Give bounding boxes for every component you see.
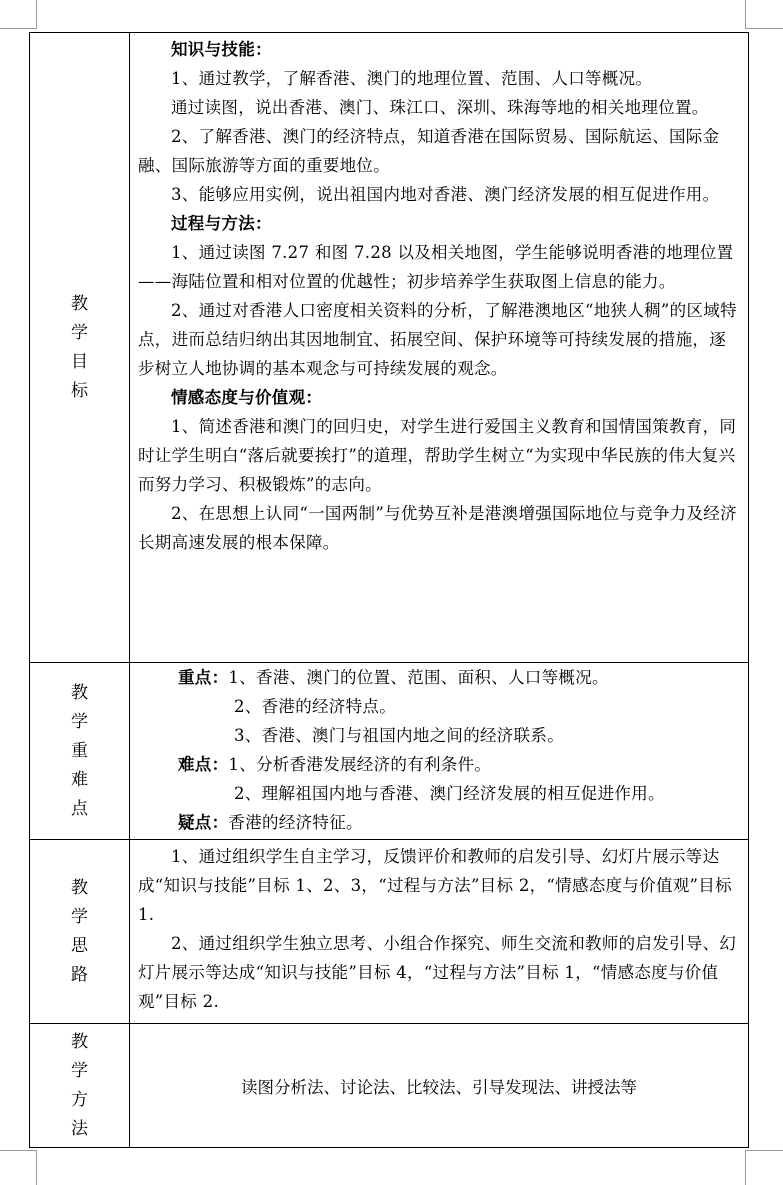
row-teaching-approach [30, 840, 749, 1024]
difficult-point-line: 难点：1、分析香港发展经济的有利条件。 [178, 755, 492, 774]
crop-mark [0, 28, 36, 29]
row-teaching-objectives [30, 33, 749, 663]
lesson-plan-table [29, 32, 749, 1148]
crop-mark [745, 1150, 746, 1185]
paragraph: 通过读图，说出香港、澳门、珠江口、深圳、珠海等地的相关地理位置。 [171, 98, 709, 117]
paragraph: 2、通过组织学生独立思考、小组合作探究、师生交流和教师的启发引导、幻灯片展示等达成“知识与技能”目标 4，“过程与方法”目标 1，“情感态度与价值观”目标 2. [138, 934, 737, 1011]
objectives-content [130, 33, 749, 663]
crop-mark [36, 1150, 37, 1185]
crop-mark [745, 0, 746, 29]
approach-content [130, 840, 749, 1024]
paragraph: 1、简述香港和澳门的回归史，对学生进行爱国主义教育和国情国策教育，同时让学生明白“落后就要挨打”的道理，帮助学生树立“为实现中华民族的伟大复兴而努力学习、积极锻炼”的志向。 [138, 417, 737, 494]
row-teaching-methods [30, 1024, 749, 1148]
label-teaching-objectives: 教 学 目 标 [30, 33, 130, 663]
difficult-point-line: 2、理解祖国内地与香港、澳门经济发展的相互促进作用。 [234, 784, 665, 803]
crop-mark [0, 1150, 36, 1151]
key-point-line: 重点：1、香港、澳门的位置、范围、面积、人口等概况。 [178, 668, 609, 687]
crop-mark [36, 0, 37, 29]
crop-mark [745, 28, 783, 29]
paragraph: 2、了解香港、澳门的经济特点，知道香港在国际贸易、国际航运、国际金融、国际旅游等方面的重要地位。 [138, 127, 720, 175]
paragraph: 1、通过读图 7.27 和图 7.28 以及相关地图，学生能够说明香港的地理位置——海陆位置和相对位置的优越性；初步培养学生获取图上信息的能力。 [138, 243, 734, 291]
paragraph: 1、通过教学，了解香港、澳门的地理位置、范围、人口等概况。 [171, 69, 653, 88]
methods-content: 读图分析法、讨论法、比较法、引导发现法、讲授法等 [130, 1024, 749, 1148]
row-key-difficult-points [30, 663, 749, 840]
paragraph: 2、通过对香港人口密度相关资料的分析，了解港澳地区“地狭人稠”的区域特点，进而总结归纳出其因地制宜、拓展空间、保护环境等可持续发展的措施，逐步树立人地协调的基本观念与可持续发展的观念。 [138, 301, 737, 378]
key-points-content [130, 663, 749, 840]
paragraph: 1、通过组织学生自主学习，反馈评价和教师的启发引导、幻灯片展示等达成“知识与技能”目标 1、2、3，“过程与方法”目标 2，“情感态度与价值观”目标 1. [138, 847, 732, 924]
heading-process-methods: 过程与方法： [171, 214, 272, 233]
paragraph: 3、能够应用实例，说出祖国内地对香港、澳门经济发展的相互促进作用。 [171, 185, 720, 204]
heading-knowledge-skills: 知识与技能： [171, 40, 272, 59]
doubt-point-line: 疑点：香港的经济特征。 [178, 813, 363, 832]
yidian-label: 疑点： [178, 813, 229, 832]
label-teaching-approach: 教 学 思 路 [30, 840, 130, 1024]
paragraph: 2、在思想上认同“一国两制”与优势互补是港澳增强国际地位与竞争力及经济长期高速发展的根本保障。 [138, 504, 737, 552]
crop-mark [745, 1150, 783, 1151]
heading-attitudes-values: 情感态度与价值观： [171, 388, 323, 407]
nandian-label: 难点： [178, 755, 229, 774]
key-point-line: 3、香港、澳门与祖国内地之间的经济联系。 [234, 726, 564, 745]
zhongdian-label: 重点： [178, 668, 229, 687]
label-teaching-methods: 教 学 方 法 [30, 1024, 130, 1148]
label-key-difficult-points: 教 学 重 难 点 [30, 663, 130, 840]
key-point-line: 2、香港的经济特点。 [234, 697, 396, 716]
